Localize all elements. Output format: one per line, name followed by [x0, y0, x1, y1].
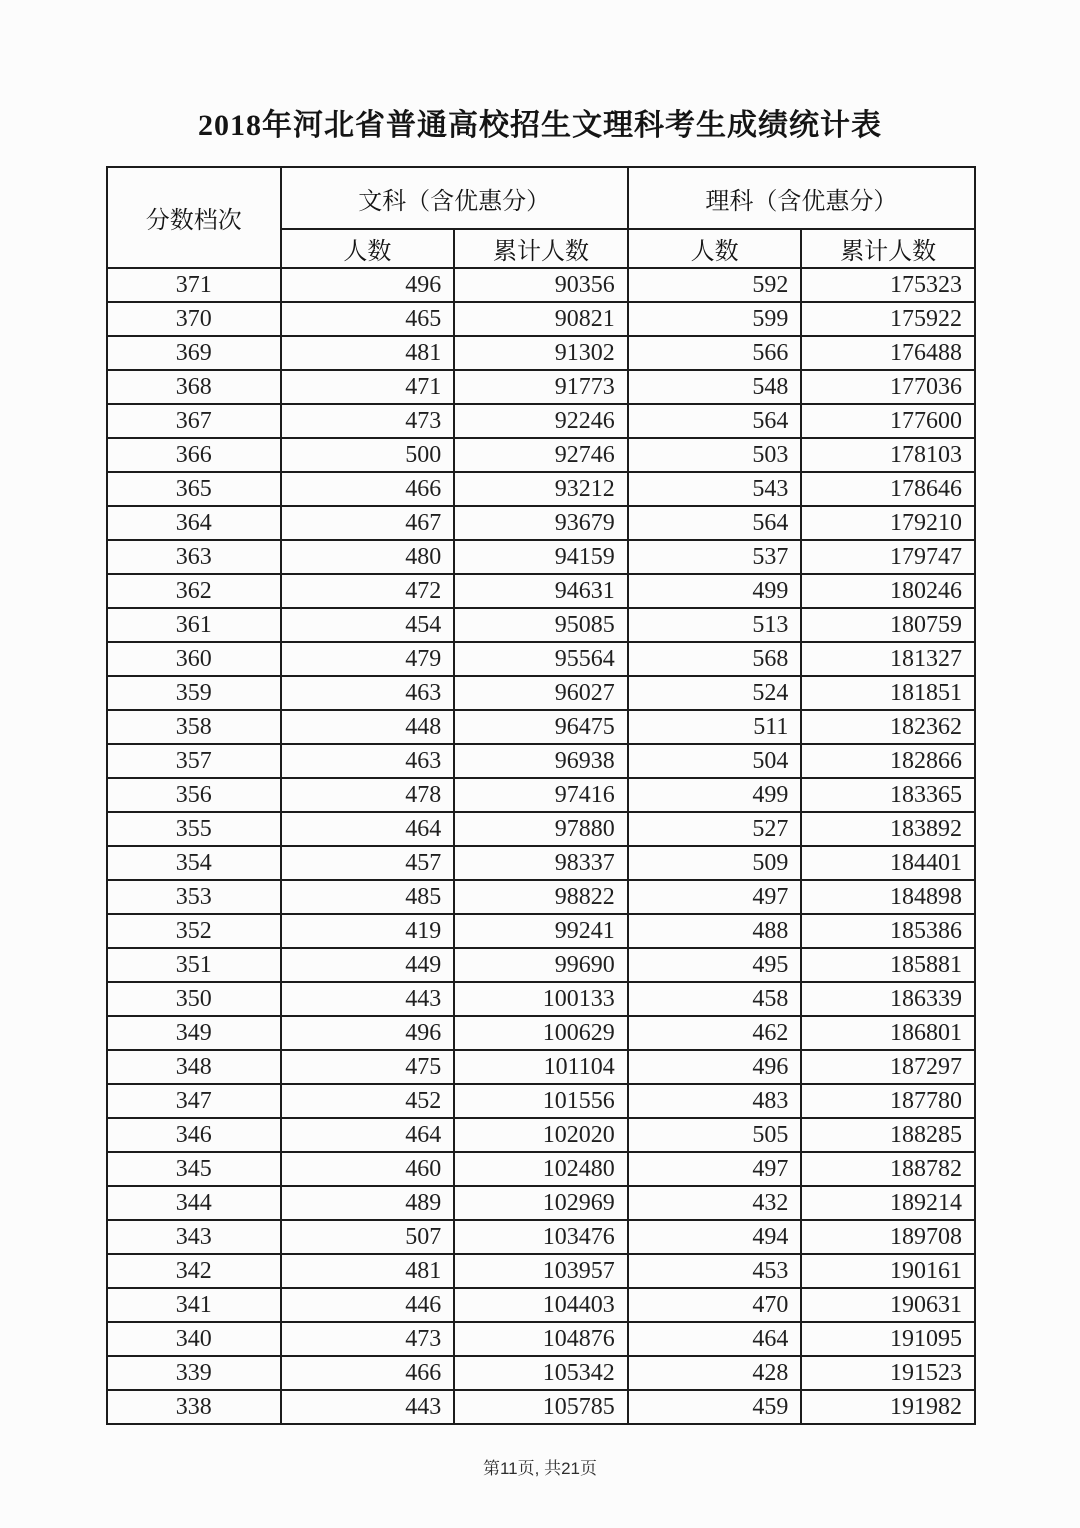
score-level-cell: 355	[107, 812, 281, 846]
science-cumulative-cell: 181851	[801, 676, 975, 710]
science-cumulative-cell: 185386	[801, 914, 975, 948]
science-count-cell: 432	[628, 1186, 802, 1220]
science-cumulative-cell: 179210	[801, 506, 975, 540]
liberal-arts-cumulative-cell: 103957	[454, 1254, 628, 1288]
science-count-cell: 524	[628, 676, 802, 710]
score-level-cell: 362	[107, 574, 281, 608]
liberal-arts-count-cell: 452	[281, 1084, 455, 1118]
science-cumulative-cell: 186801	[801, 1016, 975, 1050]
liberal-arts-count-cell: 464	[281, 812, 455, 846]
liberal-arts-count-cell: 454	[281, 608, 455, 642]
page-title: 2018年河北省普通高校招生文理科考生成绩统计表	[198, 109, 882, 142]
liberal-arts-count-cell: 481	[281, 1254, 455, 1288]
science-cumulative-cell: 191523	[801, 1356, 975, 1390]
table-row	[107, 1084, 975, 1118]
liberal-arts-count-cell: 419	[281, 914, 455, 948]
science-count-cell: 548	[628, 370, 802, 404]
table-row	[107, 676, 975, 710]
liberal-arts-cumulative-cell: 93679	[454, 506, 628, 540]
science-cumulative-cell: 177036	[801, 370, 975, 404]
score-level-cell: 354	[107, 846, 281, 880]
liberal-arts-count-cell: 463	[281, 744, 455, 778]
science-cumulative-cell: 175922	[801, 302, 975, 336]
liberal-arts-count-cell: 473	[281, 1322, 455, 1356]
score-level-cell: 347	[107, 1084, 281, 1118]
liberal-arts-count-cell: 479	[281, 642, 455, 676]
score-level-cell: 345	[107, 1152, 281, 1186]
table-row	[107, 1186, 975, 1220]
liberal-arts-count-cell: 471	[281, 370, 455, 404]
science-count-cell: 459	[628, 1390, 802, 1424]
science-cumulative-cell: 191095	[801, 1322, 975, 1356]
score-level-cell: 342	[107, 1254, 281, 1288]
liberal-arts-cumulative-cell: 102969	[454, 1186, 628, 1220]
table-row	[107, 1050, 975, 1084]
header-science-group: 理科（含优惠分）	[628, 167, 975, 229]
science-cumulative-cell: 186339	[801, 982, 975, 1016]
score-level-cell: 368	[107, 370, 281, 404]
table-row	[107, 778, 975, 812]
header-liberal-arts-group: 文科（含优惠分）	[281, 167, 628, 229]
table-row	[107, 880, 975, 914]
science-count-cell: 499	[628, 778, 802, 812]
science-cumulative-cell: 178103	[801, 438, 975, 472]
liberal-arts-count-cell: 478	[281, 778, 455, 812]
liberal-arts-count-cell: 496	[281, 268, 455, 302]
science-cumulative-cell: 183892	[801, 812, 975, 846]
science-cumulative-cell: 188285	[801, 1118, 975, 1152]
liberal-arts-count-cell: 472	[281, 574, 455, 608]
score-level-cell: 349	[107, 1016, 281, 1050]
liberal-arts-cumulative-cell: 105785	[454, 1390, 628, 1424]
score-level-cell: 348	[107, 1050, 281, 1084]
liberal-arts-cumulative-cell: 104876	[454, 1322, 628, 1356]
table-row	[107, 1016, 975, 1050]
science-count-cell: 504	[628, 744, 802, 778]
score-level-cell: 371	[107, 268, 281, 302]
liberal-arts-count-cell: 465	[281, 302, 455, 336]
liberal-arts-count-cell: 467	[281, 506, 455, 540]
score-level-cell: 366	[107, 438, 281, 472]
liberal-arts-cumulative-cell: 97880	[454, 812, 628, 846]
score-level-cell: 361	[107, 608, 281, 642]
liberal-arts-count-cell: 460	[281, 1152, 455, 1186]
table-row	[107, 642, 975, 676]
science-cumulative-cell: 188782	[801, 1152, 975, 1186]
score-level-cell: 358	[107, 710, 281, 744]
science-cumulative-cell: 184401	[801, 846, 975, 880]
science-count-cell: 566	[628, 336, 802, 370]
liberal-arts-cumulative-cell: 93212	[454, 472, 628, 506]
science-cumulative-cell: 189708	[801, 1220, 975, 1254]
science-count-cell: 497	[628, 1152, 802, 1186]
table-row	[107, 506, 975, 540]
score-table-body	[107, 268, 975, 1424]
score-level-cell: 353	[107, 880, 281, 914]
liberal-arts-count-cell: 443	[281, 982, 455, 1016]
table-row	[107, 914, 975, 948]
science-count-cell: 509	[628, 846, 802, 880]
liberal-arts-count-cell: 466	[281, 1356, 455, 1390]
science-cumulative-cell: 190631	[801, 1288, 975, 1322]
science-cumulative-cell: 183365	[801, 778, 975, 812]
science-cumulative-cell: 190161	[801, 1254, 975, 1288]
science-cumulative-cell: 189214	[801, 1186, 975, 1220]
table-row	[107, 744, 975, 778]
table-row	[107, 710, 975, 744]
liberal-arts-count-cell: 449	[281, 948, 455, 982]
liberal-arts-cumulative-cell: 102020	[454, 1118, 628, 1152]
liberal-arts-cumulative-cell: 90821	[454, 302, 628, 336]
table-row	[107, 370, 975, 404]
science-count-cell: 453	[628, 1254, 802, 1288]
table-row	[107, 608, 975, 642]
liberal-arts-cumulative-cell: 99241	[454, 914, 628, 948]
liberal-arts-count-cell: 496	[281, 1016, 455, 1050]
science-cumulative-cell: 177600	[801, 404, 975, 438]
science-count-cell: 470	[628, 1288, 802, 1322]
table-row	[107, 438, 975, 472]
science-count-cell: 499	[628, 574, 802, 608]
liberal-arts-count-cell: 446	[281, 1288, 455, 1322]
science-cumulative-cell: 191982	[801, 1390, 975, 1424]
table-row	[107, 302, 975, 336]
table-row	[107, 404, 975, 438]
score-level-cell: 359	[107, 676, 281, 710]
liberal-arts-cumulative-cell: 104403	[454, 1288, 628, 1322]
liberal-arts-cumulative-cell: 91302	[454, 336, 628, 370]
liberal-arts-cumulative-cell: 92746	[454, 438, 628, 472]
score-level-cell: 369	[107, 336, 281, 370]
table-header	[107, 167, 975, 268]
science-count-cell: 505	[628, 1118, 802, 1152]
liberal-arts-cumulative-cell: 95564	[454, 642, 628, 676]
science-count-cell: 488	[628, 914, 802, 948]
science-cumulative-cell: 182362	[801, 710, 975, 744]
liberal-arts-cumulative-cell: 94631	[454, 574, 628, 608]
liberal-arts-cumulative-cell: 99690	[454, 948, 628, 982]
score-level-cell: 365	[107, 472, 281, 506]
science-count-cell: 495	[628, 948, 802, 982]
science-cumulative-cell: 176488	[801, 336, 975, 370]
liberal-arts-cumulative-cell: 90356	[454, 268, 628, 302]
score-level-cell: 350	[107, 982, 281, 1016]
science-cumulative-cell: 180246	[801, 574, 975, 608]
table-row	[107, 1254, 975, 1288]
table-row	[107, 1288, 975, 1322]
header-liberal-arts-cumulative: 累计人数	[454, 229, 628, 268]
science-cumulative-cell: 187297	[801, 1050, 975, 1084]
score-level-cell: 356	[107, 778, 281, 812]
liberal-arts-cumulative-cell: 95085	[454, 608, 628, 642]
header-score-level: 分数档次	[107, 167, 281, 268]
science-cumulative-cell: 184898	[801, 880, 975, 914]
science-count-cell: 568	[628, 642, 802, 676]
score-level-cell: 343	[107, 1220, 281, 1254]
score-level-cell: 363	[107, 540, 281, 574]
science-count-cell: 458	[628, 982, 802, 1016]
science-cumulative-cell: 180759	[801, 608, 975, 642]
science-count-cell: 592	[628, 268, 802, 302]
table-row	[107, 1390, 975, 1424]
science-count-cell: 599	[628, 302, 802, 336]
table-row	[107, 948, 975, 982]
science-count-cell: 497	[628, 880, 802, 914]
liberal-arts-count-cell: 464	[281, 1118, 455, 1152]
liberal-arts-count-cell: 485	[281, 880, 455, 914]
liberal-arts-count-cell: 473	[281, 404, 455, 438]
liberal-arts-cumulative-cell: 98822	[454, 880, 628, 914]
score-level-cell: 344	[107, 1186, 281, 1220]
table-row	[107, 540, 975, 574]
score-level-cell: 351	[107, 948, 281, 982]
table-row	[107, 1118, 975, 1152]
science-count-cell: 537	[628, 540, 802, 574]
liberal-arts-count-cell: 443	[281, 1390, 455, 1424]
science-count-cell: 511	[628, 710, 802, 744]
liberal-arts-cumulative-cell: 102480	[454, 1152, 628, 1186]
score-level-cell: 357	[107, 744, 281, 778]
liberal-arts-cumulative-cell: 101104	[454, 1050, 628, 1084]
science-cumulative-cell: 187780	[801, 1084, 975, 1118]
liberal-arts-count-cell: 480	[281, 540, 455, 574]
science-count-cell: 494	[628, 1220, 802, 1254]
science-count-cell: 428	[628, 1356, 802, 1390]
liberal-arts-cumulative-cell: 97416	[454, 778, 628, 812]
table-row	[107, 1152, 975, 1186]
table-row	[107, 982, 975, 1016]
liberal-arts-cumulative-cell: 98337	[454, 846, 628, 880]
liberal-arts-cumulative-cell: 96938	[454, 744, 628, 778]
science-cumulative-cell: 181327	[801, 642, 975, 676]
liberal-arts-count-cell: 448	[281, 710, 455, 744]
science-count-cell: 496	[628, 1050, 802, 1084]
science-count-cell: 464	[628, 1322, 802, 1356]
science-count-cell: 503	[628, 438, 802, 472]
score-level-cell: 340	[107, 1322, 281, 1356]
liberal-arts-count-cell: 500	[281, 438, 455, 472]
science-count-cell: 564	[628, 506, 802, 540]
table-row	[107, 1322, 975, 1356]
liberal-arts-count-cell: 489	[281, 1186, 455, 1220]
liberal-arts-cumulative-cell: 103476	[454, 1220, 628, 1254]
header-science-count: 人数	[628, 229, 802, 268]
score-level-cell: 364	[107, 506, 281, 540]
liberal-arts-cumulative-cell: 100133	[454, 982, 628, 1016]
table-row	[107, 574, 975, 608]
liberal-arts-cumulative-cell: 96475	[454, 710, 628, 744]
science-cumulative-cell: 182866	[801, 744, 975, 778]
score-level-cell: 338	[107, 1390, 281, 1424]
science-cumulative-cell: 175323	[801, 268, 975, 302]
table-row	[107, 1356, 975, 1390]
science-cumulative-cell: 185881	[801, 948, 975, 982]
table-row	[107, 268, 975, 302]
score-level-cell: 367	[107, 404, 281, 438]
table-row	[107, 472, 975, 506]
score-level-cell: 352	[107, 914, 281, 948]
liberal-arts-count-cell: 463	[281, 676, 455, 710]
liberal-arts-count-cell: 475	[281, 1050, 455, 1084]
science-count-cell: 462	[628, 1016, 802, 1050]
liberal-arts-cumulative-cell: 91773	[454, 370, 628, 404]
science-cumulative-cell: 179747	[801, 540, 975, 574]
header-liberal-arts-count: 人数	[281, 229, 455, 268]
science-count-cell: 543	[628, 472, 802, 506]
liberal-arts-count-cell: 457	[281, 846, 455, 880]
liberal-arts-cumulative-cell: 100629	[454, 1016, 628, 1050]
liberal-arts-count-cell: 507	[281, 1220, 455, 1254]
science-count-cell: 513	[628, 608, 802, 642]
score-level-cell: 341	[107, 1288, 281, 1322]
liberal-arts-cumulative-cell: 94159	[454, 540, 628, 574]
score-level-cell: 370	[107, 302, 281, 336]
table-row	[107, 812, 975, 846]
liberal-arts-cumulative-cell: 101556	[454, 1084, 628, 1118]
header-science-cumulative: 累计人数	[801, 229, 975, 268]
science-count-cell: 483	[628, 1084, 802, 1118]
table-row	[107, 336, 975, 370]
table-row	[107, 1220, 975, 1254]
page-number: 第11页, 共21页	[482, 1459, 597, 1478]
liberal-arts-count-cell: 481	[281, 336, 455, 370]
score-level-cell: 339	[107, 1356, 281, 1390]
score-level-cell: 360	[107, 642, 281, 676]
table-row	[107, 846, 975, 880]
liberal-arts-cumulative-cell: 92246	[454, 404, 628, 438]
science-cumulative-cell: 178646	[801, 472, 975, 506]
science-count-cell: 527	[628, 812, 802, 846]
liberal-arts-cumulative-cell: 105342	[454, 1356, 628, 1390]
score-statistics-table	[106, 166, 976, 1425]
score-level-cell: 346	[107, 1118, 281, 1152]
science-count-cell: 564	[628, 404, 802, 438]
liberal-arts-cumulative-cell: 96027	[454, 676, 628, 710]
liberal-arts-count-cell: 466	[281, 472, 455, 506]
